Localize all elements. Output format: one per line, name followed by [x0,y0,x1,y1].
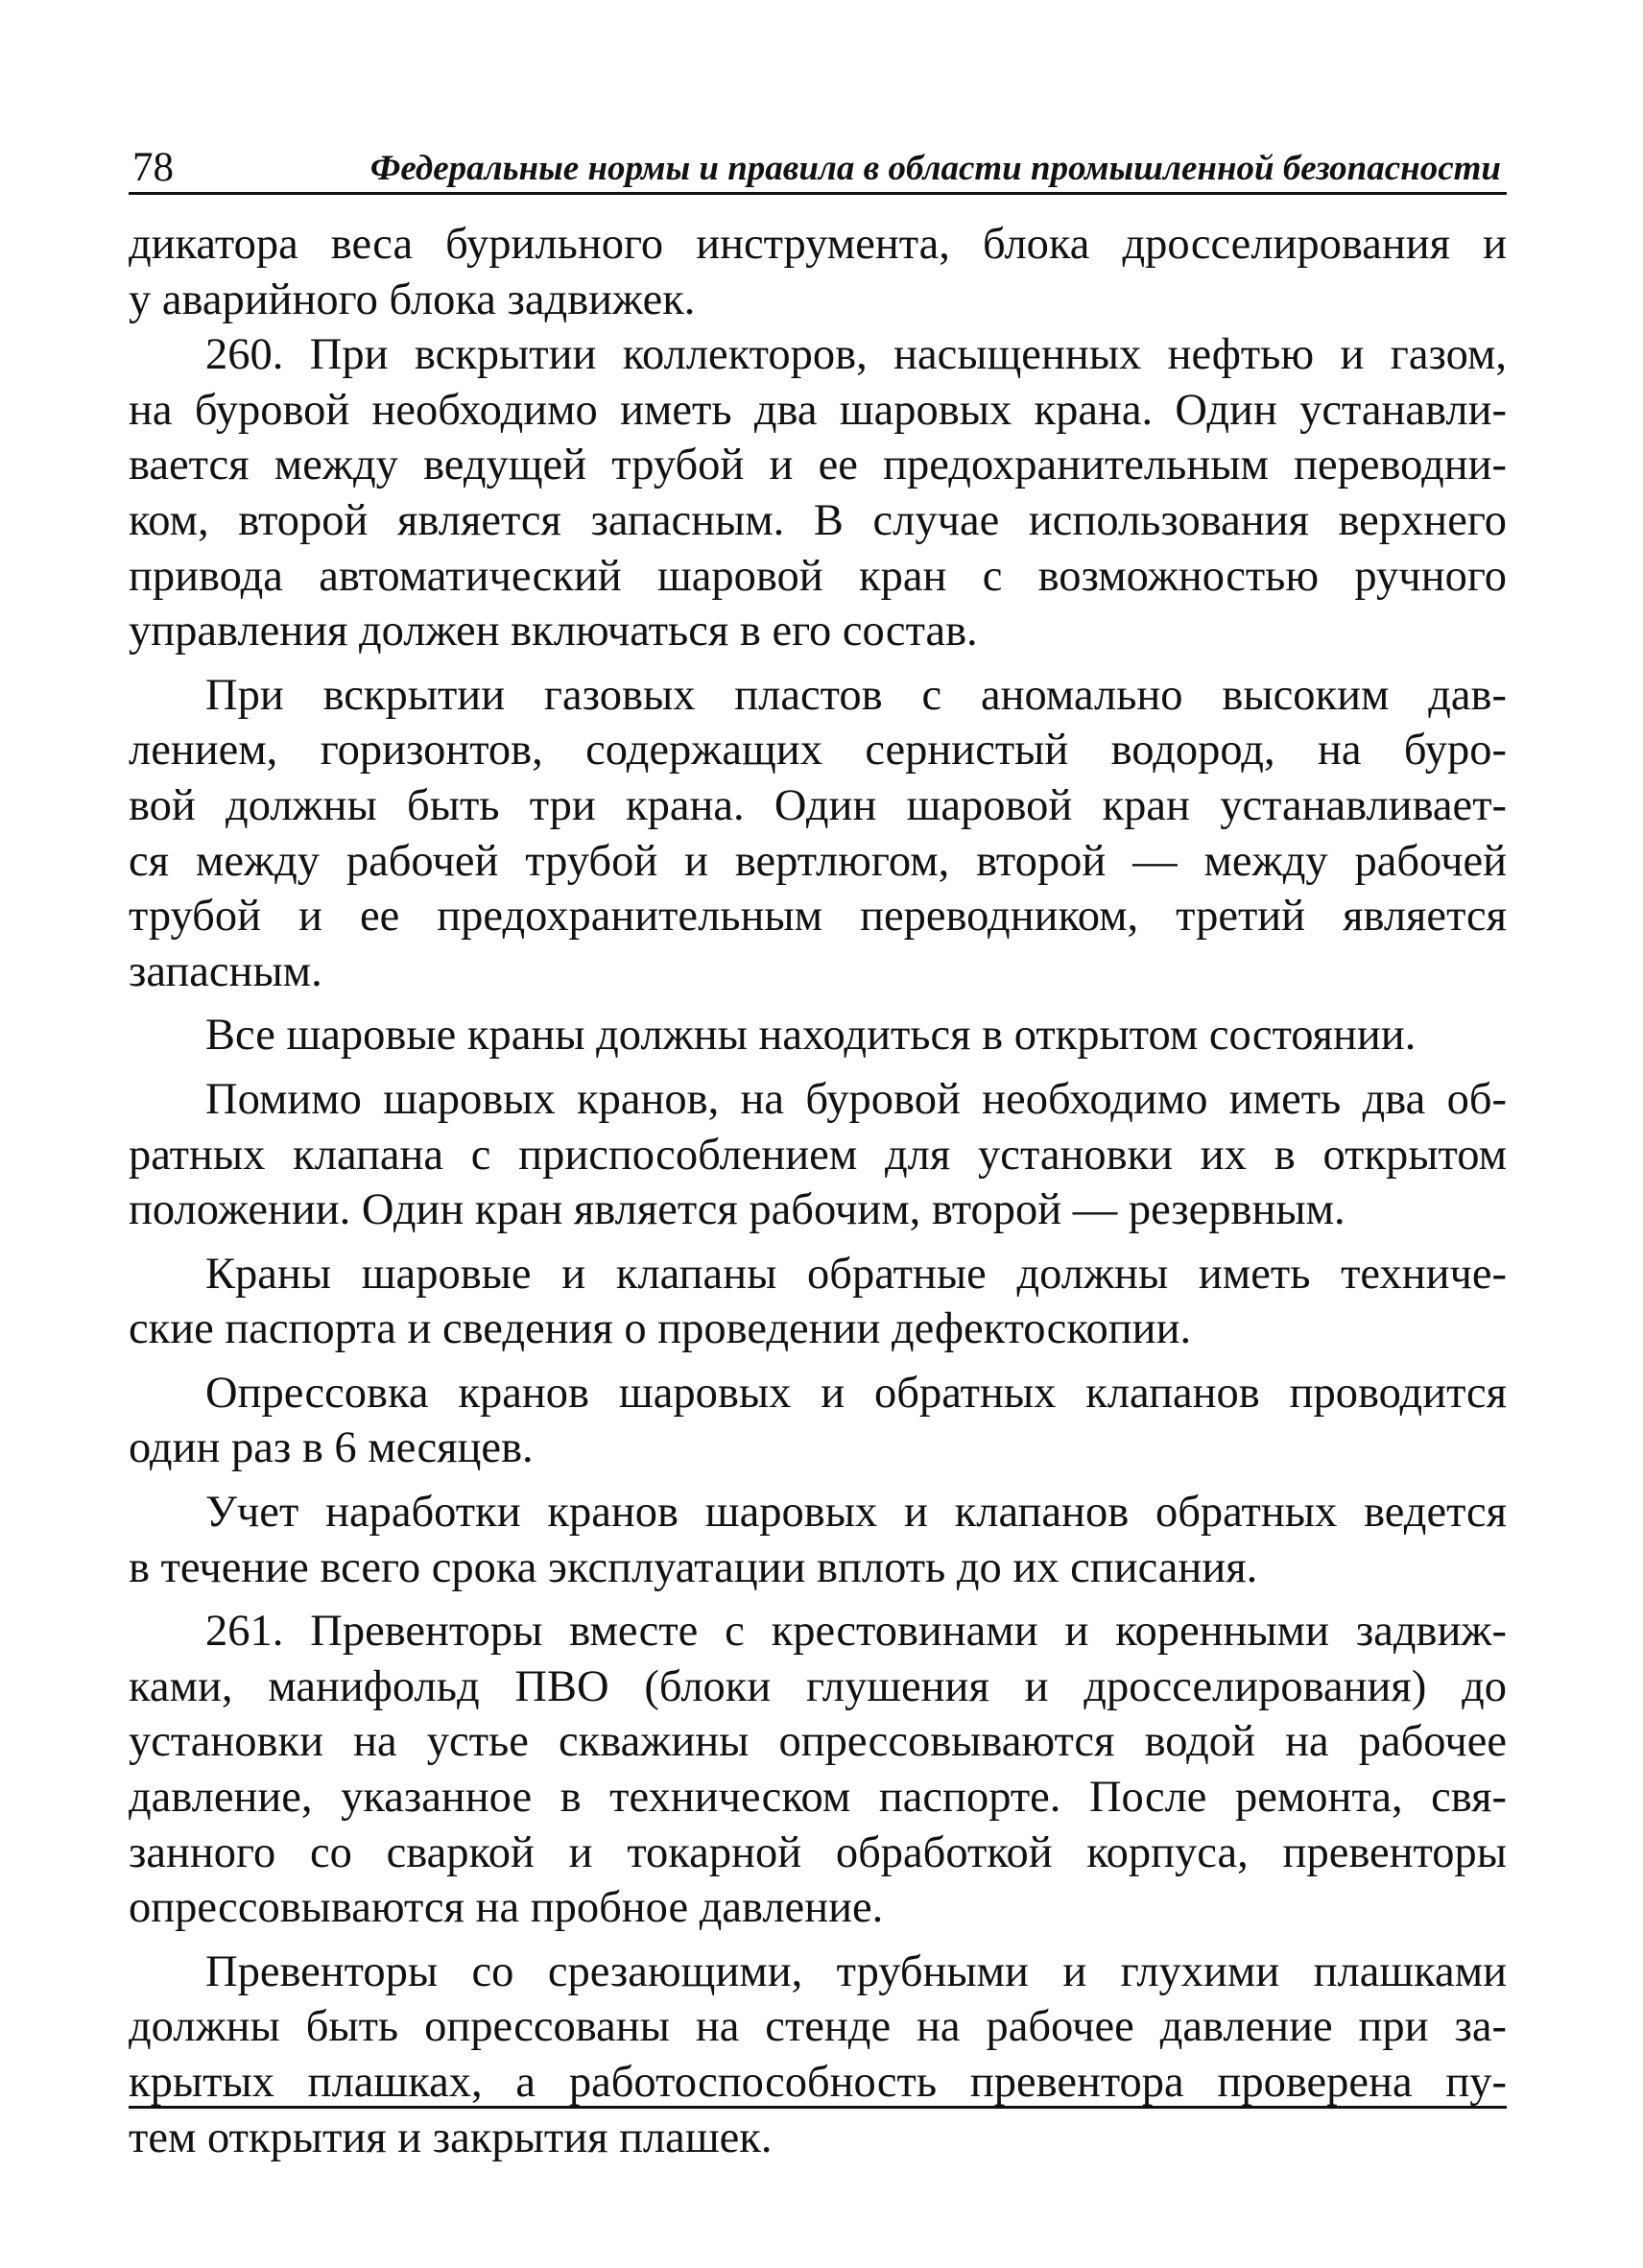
text-line: ком, второй является запасным. В случае использования верхнего [129,495,1507,545]
paragraph-open-state [129,1008,1507,1063]
text-line: управления должен включаться в его состав. [129,607,978,657]
text-line: занного со сваркой и токарной обработкой корпуса, превенторы [129,1827,1507,1877]
text-line: трубой и ее предохранительным переводником, третий является [129,892,1507,942]
paragraph-check-valves [129,1072,1507,1238]
text-line: лением, горизонтов, содержащих сернистый водород, на буро- [129,726,1507,776]
text-line: в течение всего срока эксплуатации вплоть до их списания. [129,1542,1258,1592]
text-line: крытых плашках, а работоспособность превентора проверена пу- [129,2058,1507,2107]
paragraph-passports [129,1247,1507,1357]
text-line: Опрессовка кранов шаровых и обратных клапанов проводится [205,1368,1507,1418]
paragraph-261 [129,1604,1507,1936]
text-line: вой должны быть три крана. Один шаровой кран устанавливает- [129,780,1507,830]
text-line: ские паспорта и сведения о проведении дефектоскопии. [129,1304,1192,1354]
paragraph-pressure-testing [129,1366,1507,1476]
paragraph-gas-layers [129,668,1507,1000]
body-text [129,217,1507,2165]
text-line: дикатора веса бурильного инструмента, блока дросселирования и [129,220,1507,269]
text-line: установки на устье скважины опрессовываются водой на рабочее [129,1717,1507,1767]
text-line: При вскрытии газовых пластов с аномально высоким дав- [205,670,1507,720]
footer-rule [129,2106,1507,2109]
page-header [129,142,1507,195]
paragraph-preventers-rams [129,1945,1507,2165]
text-line: положении. Один кран является рабочим, второй — резервным. [129,1185,1345,1235]
paragraph-260 [129,327,1507,659]
text-line: 260. При вскрытии коллекторов, насыщенных нефтью и газом, [205,330,1507,380]
text-line: запасным. [129,946,322,996]
page-number: 78 [132,145,174,190]
text-line: Превенторы со срезающими, трубными и глухими плашками [205,1946,1507,1996]
text-line: привода автоматический шаровой кран с возможностью ручного [129,551,1507,601]
text-line: ками, манифольд ПВО (блоки глушения и дросселирования) до [129,1661,1507,1711]
text-line: вается между ведущей трубой и ее предохранительным переводни- [129,441,1507,490]
text-line: ся между рабочей трубой и вертлюгом, второй — между рабочей [129,836,1507,886]
text-line: Все шаровые краны должны находиться в открытом состоянии. [205,1011,1417,1061]
text-line: 261. Превенторы вместе с крестовинами и коренными задвиж- [205,1607,1507,1657]
text-line: опрессовываются на пробное давление. [129,1883,884,1933]
text-line: давление, указанное в техническом паспорте. После ремонта, свя- [129,1773,1507,1823]
running-title: Федеральные нормы и правила в области промышленной безопасности [369,149,1501,188]
text-line: должны быть опрессованы на стенде на рабочее давление при за- [129,2002,1507,2052]
text-line: Учет наработки кранов шаровых и клапанов обратных ведется [205,1488,1507,1538]
text-line: у аварийного блока задвижек. [129,275,696,324]
paragraph-operating-time [129,1485,1507,1595]
text-line: один раз в 6 месяцев. [129,1423,534,1473]
text-line: Помимо шаровых кранов, на буровой необходимо иметь два об- [205,1074,1507,1124]
text-line: на буровой необходимо иметь два шаровых крана. Один устанавли- [129,385,1507,435]
text-line: тем открытия и закрытия плашек. [129,2113,773,2162]
paragraph-0 [129,217,1507,327]
text-line: ратных клапана с приспособлением для установки их в открытом [129,1130,1507,1180]
text-line: Краны шаровые и клапаны обратные должны иметь техниче- [205,1249,1507,1299]
